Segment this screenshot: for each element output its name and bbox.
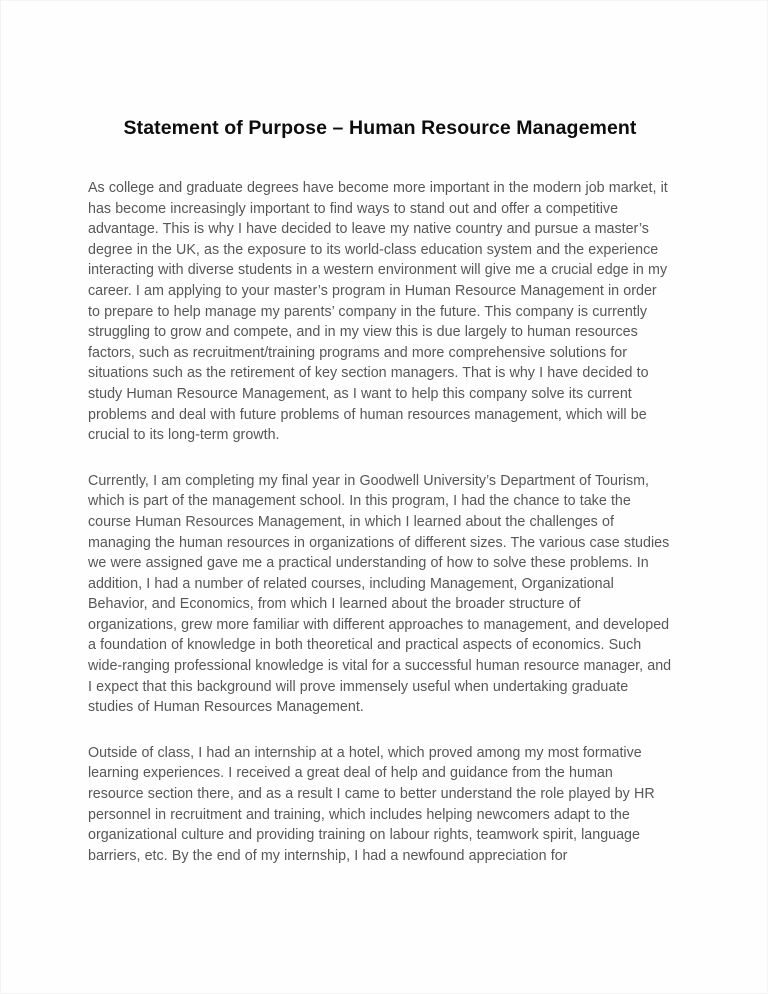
paragraph-3: Outside of class, I had an internship at a hotel, which proved among my most formative learning experiences. I received a great deal of help and guidance from the human resource section there, and as a result I came to better understand the role played by HR personnel in recruitment and training, which includes helping newcomers adapt to the organizational culture and providing training on labour rights, teamwork spirit, language barriers, etc. By the end of my internship, I had a newfound appreciation for (88, 744, 655, 864)
paragraph-2: Currently, I am completing my final year in Goodwell University’s Department of Tourism, which is part of the management school. In this program, I had the chance to take the course Human Resources Management, in which I learned about the challenges of managing the human resources in organizations of different sizes. The various case studies we were assigned gave me a practical understanding of how to solve these problems. In addition, I had a number of related courses, including Management, Organizational Behavior, and Economics, from which I learned about the broader structure of organizations, grew more familiar with different approaches to management, and developed a foundation of knowledge in both theoretical and practical aspects of economics. Such wide-ranging professional knowledge is vital for a successful human resource manager, and I expect that this background will prove immensely useful when undertaking graduate studies of Human Resources Management. (88, 472, 672, 716)
page-title: Statement of Purpose – Human Resource Management (123, 117, 637, 139)
document-body (88, 0, 672, 866)
paragraph-1: As college and graduate degrees have become more important in the modern job market, it has become increasingly important to find ways to stand out and offer a competitive advantage. This is why I have decided to leave my native country and pursue a master’s degree in the UK, as the exposure to its world-class education system and the experience interacting with diverse students in a western environment will give me a crucial edge in my career. I am applying to your master’s program in Human Resource Management in order to prepare to help manage my parents’ company in the future. This company is currently struggling to grow and compete, and in my view this is due largely to human resources factors, such as recruitment/training programs and more comprehensive solutions for situations such as the retirement of key section managers. That is why I have decided to study Human Resource Management, as I want to help this company solve its current problems and deal with future problems of human resources management, which will be crucial to its long-term growth. (88, 180, 668, 444)
document-paragraphs (88, 178, 672, 866)
